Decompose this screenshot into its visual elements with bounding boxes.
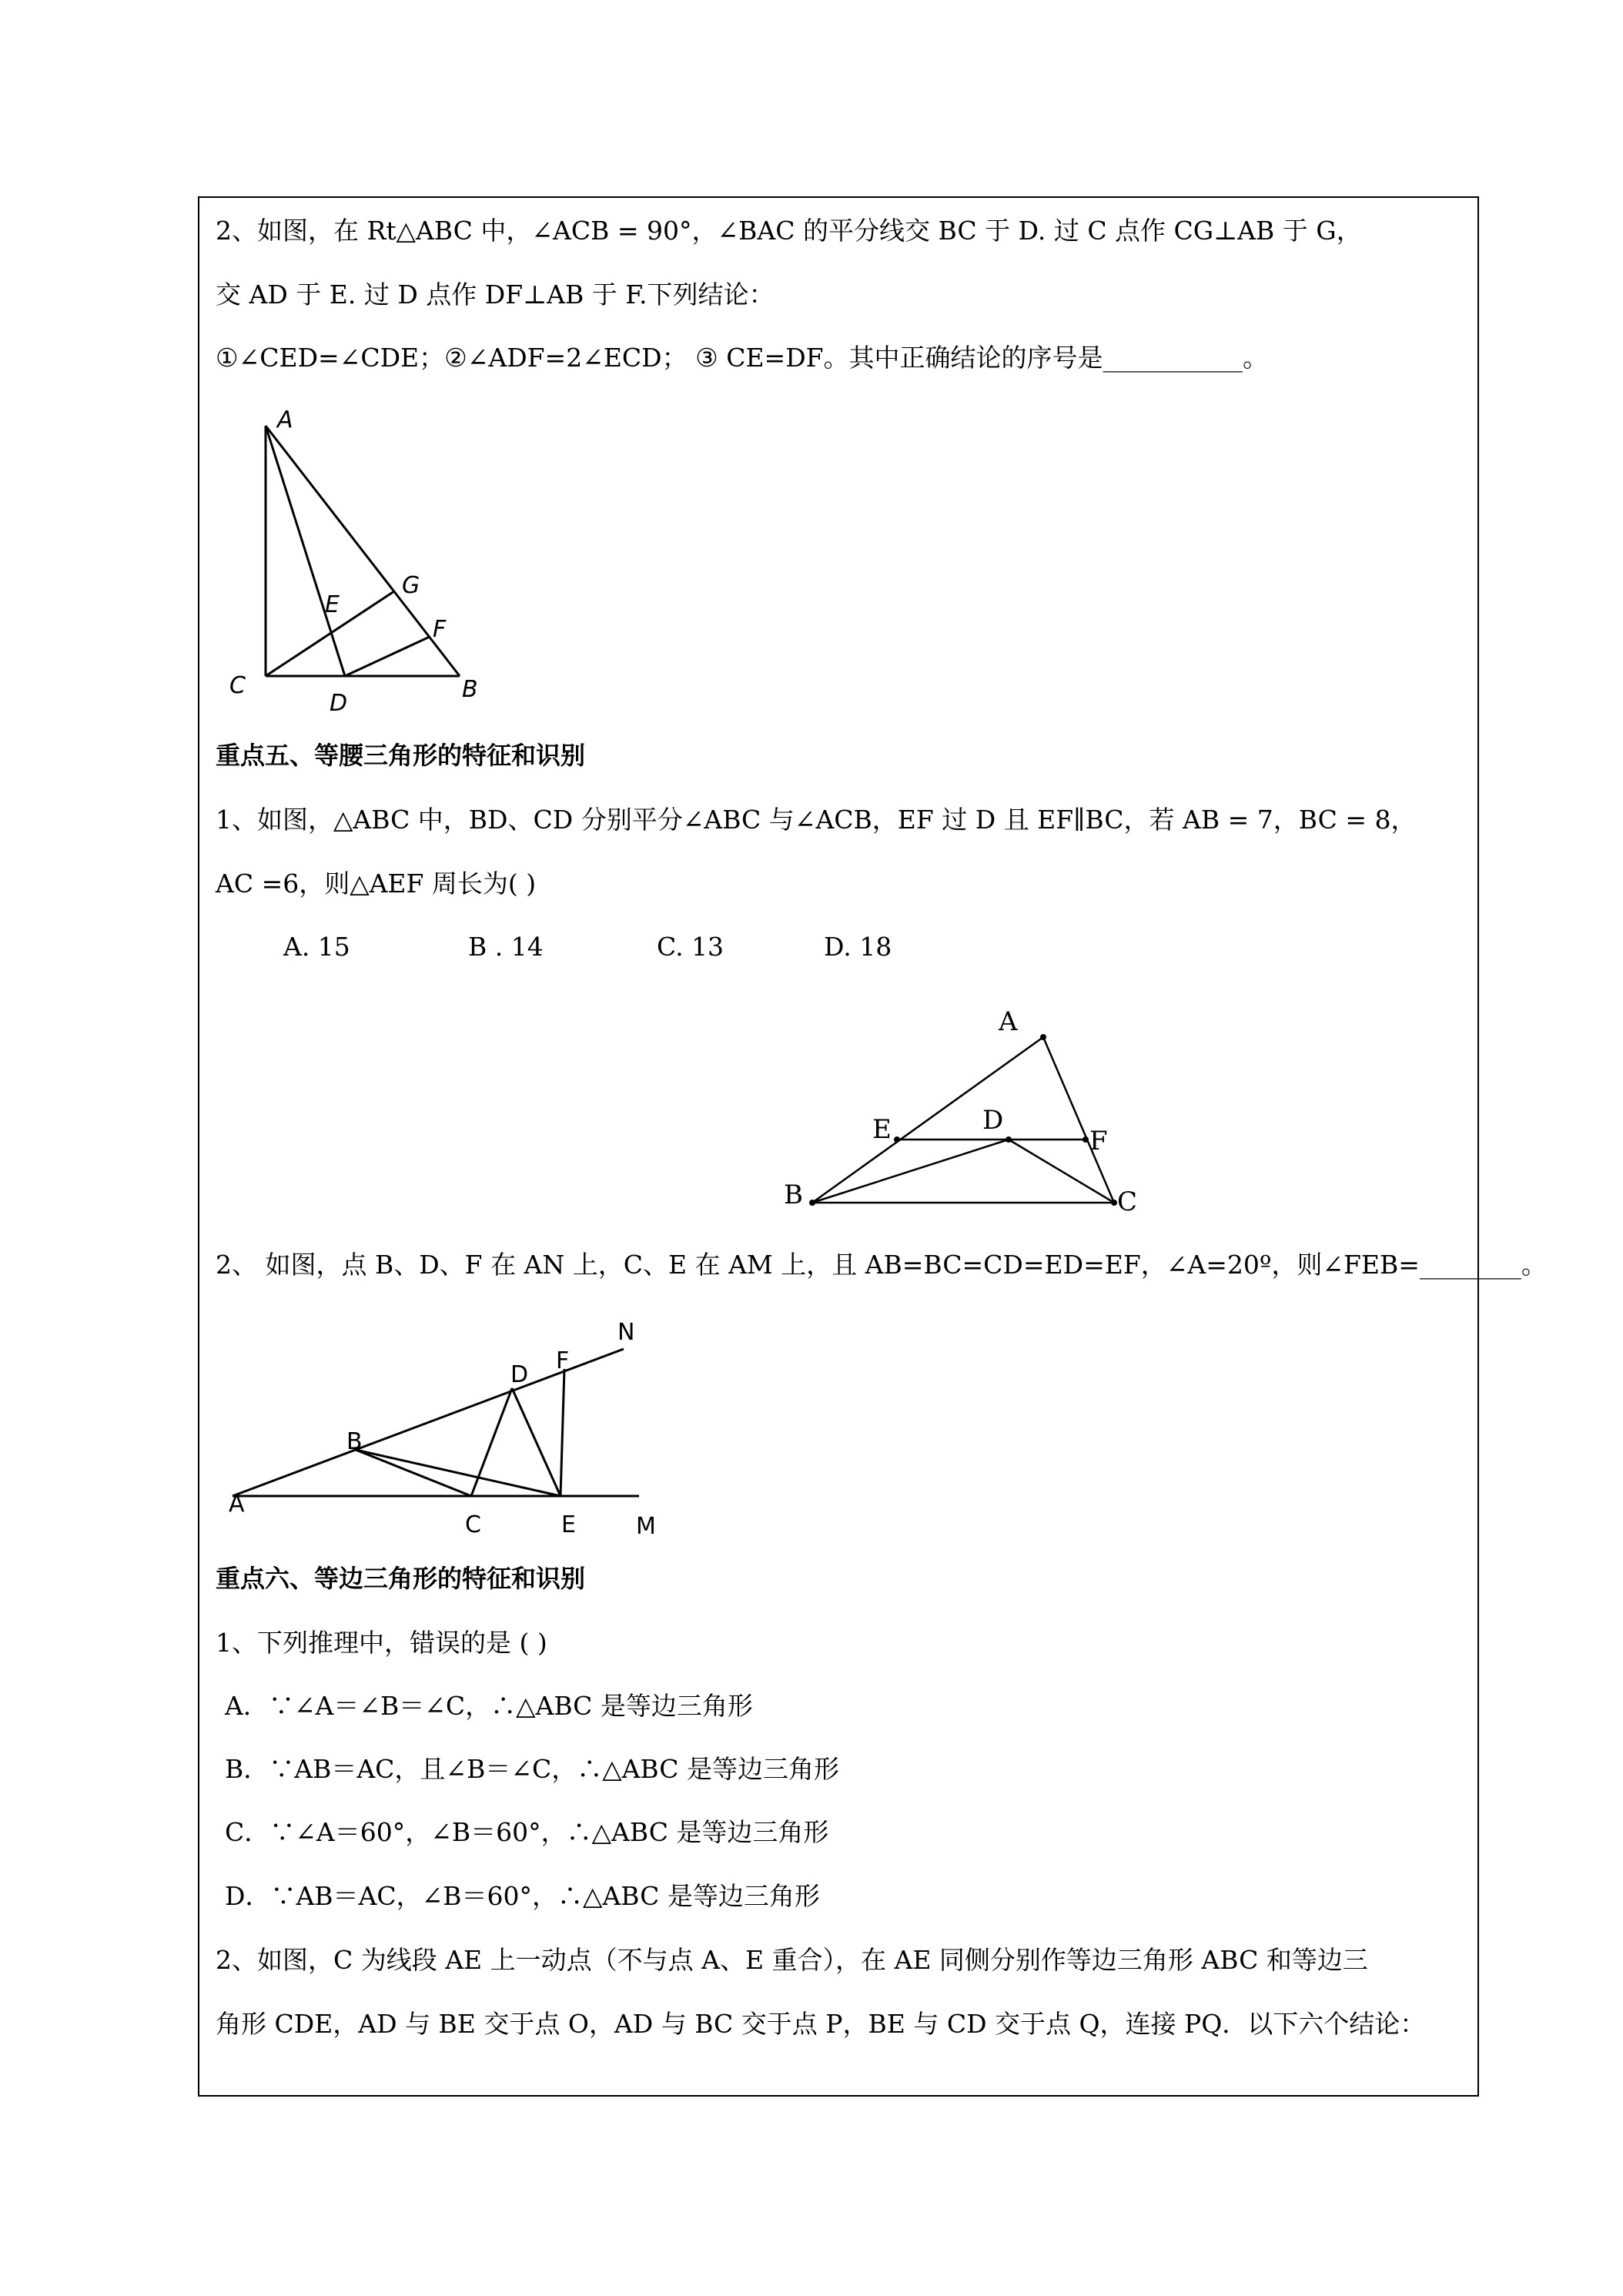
label-F: F	[1089, 1126, 1108, 1156]
label-D: D	[982, 1105, 1004, 1136]
label-A: A	[277, 407, 293, 433]
s5-q1-line1: 1、如图，△ABC 中，BD、CD 分别平分∠ABC 与∠ACB，EF 过 D 且 EF∥BC，若 AB = 7，BC = 8，	[216, 805, 1417, 835]
label-M: M	[636, 1513, 656, 1540]
s5-q1-option-a: A. 15	[283, 932, 350, 962]
s6-q1-line1: 1、下列推理中，错误的是 ( )	[216, 1628, 547, 1658]
label-E: E	[872, 1114, 892, 1145]
s6-q2-line2: 角形 CDE，AD 与 BE 交于点 O，AD 与 BC 交于点 P，BE 与 CD 交于点 Q，连接 PQ．以下六个结论：	[216, 2009, 1426, 2039]
label-F: F	[433, 616, 447, 643]
q2-text-line2: 交 AD 于 E. 过 D 点作 DF⊥AB 于 F.下列结论：	[216, 279, 775, 310]
s5-q1-option-c: C. 13	[657, 932, 724, 962]
label-A: A	[229, 1491, 245, 1518]
label-F: F	[556, 1347, 570, 1374]
label-C: C	[1117, 1186, 1138, 1217]
s6-q1-option-d: D．∵AB＝AC，∠B＝60°，∴△ABC 是等边三角形	[225, 1881, 820, 1911]
label-C: C	[465, 1511, 481, 1538]
s5-q1-line2: AC =6，则△AEF 周长为( )	[216, 869, 537, 899]
s5-q1-option-d: D. 18	[824, 932, 892, 962]
label-G: G	[402, 572, 420, 599]
label-B: B	[346, 1428, 363, 1455]
s6-q1-option-a: A．∵∠A＝∠B＝∠C，∴△ABC 是等边三角形	[225, 1691, 753, 1721]
q2-text-line3: ①∠CED=∠CDE；②∠ADF=2∠ECD； ③ CE=DF。其中正确结论的序号是___________。	[216, 343, 1269, 373]
label-C: C	[229, 672, 246, 699]
s6-q1-option-b: B．∵AB＝AC，且∠B＝∠C，∴△ABC 是等边三角形	[225, 1754, 840, 1784]
segment-DE	[512, 1388, 561, 1496]
label-E: E	[561, 1511, 576, 1538]
label-N: N	[617, 1319, 635, 1346]
segment-BE	[356, 1450, 561, 1496]
s6-q1-option-c: C．∵∠A＝60°，∠B＝60°，∴△ABC 是等边三角形	[225, 1817, 829, 1847]
s5-q2-line1: 2、 如图，点 B、D、F 在 AN 上，C、E 在 AM 上，且 AB=BC=CD=ED=EF，∠A=20º，则∠FEB=________。	[216, 1250, 1547, 1280]
s5-q1-option-b: B . 14	[468, 932, 544, 962]
q2-text-line1: 2、如图，在 Rt△ABC 中，∠ACB = 90°，∠BAC 的平分线交 BC 于 D. 过 C 点作 CG⊥AB 于 G，	[216, 216, 1362, 246]
label-D: D	[510, 1361, 529, 1388]
label-D: D	[330, 690, 348, 717]
label-B: B	[462, 676, 478, 703]
section5-heading: 重点五、等腰三角形的特征和识别	[216, 741, 586, 770]
label-A: A	[999, 1006, 1018, 1037]
label-E: E	[325, 591, 340, 618]
s6-q2-line1: 2、如图，C 为线段 AE 上一动点（不与点 A、E 重合），在 AE 同侧分别作等边三角形 ABC 和等边三	[216, 1945, 1368, 1975]
segment-EF	[561, 1369, 564, 1496]
label-B: B	[784, 1180, 803, 1210]
section6-heading: 重点六、等边三角形的特征和识别	[216, 1564, 586, 1593]
